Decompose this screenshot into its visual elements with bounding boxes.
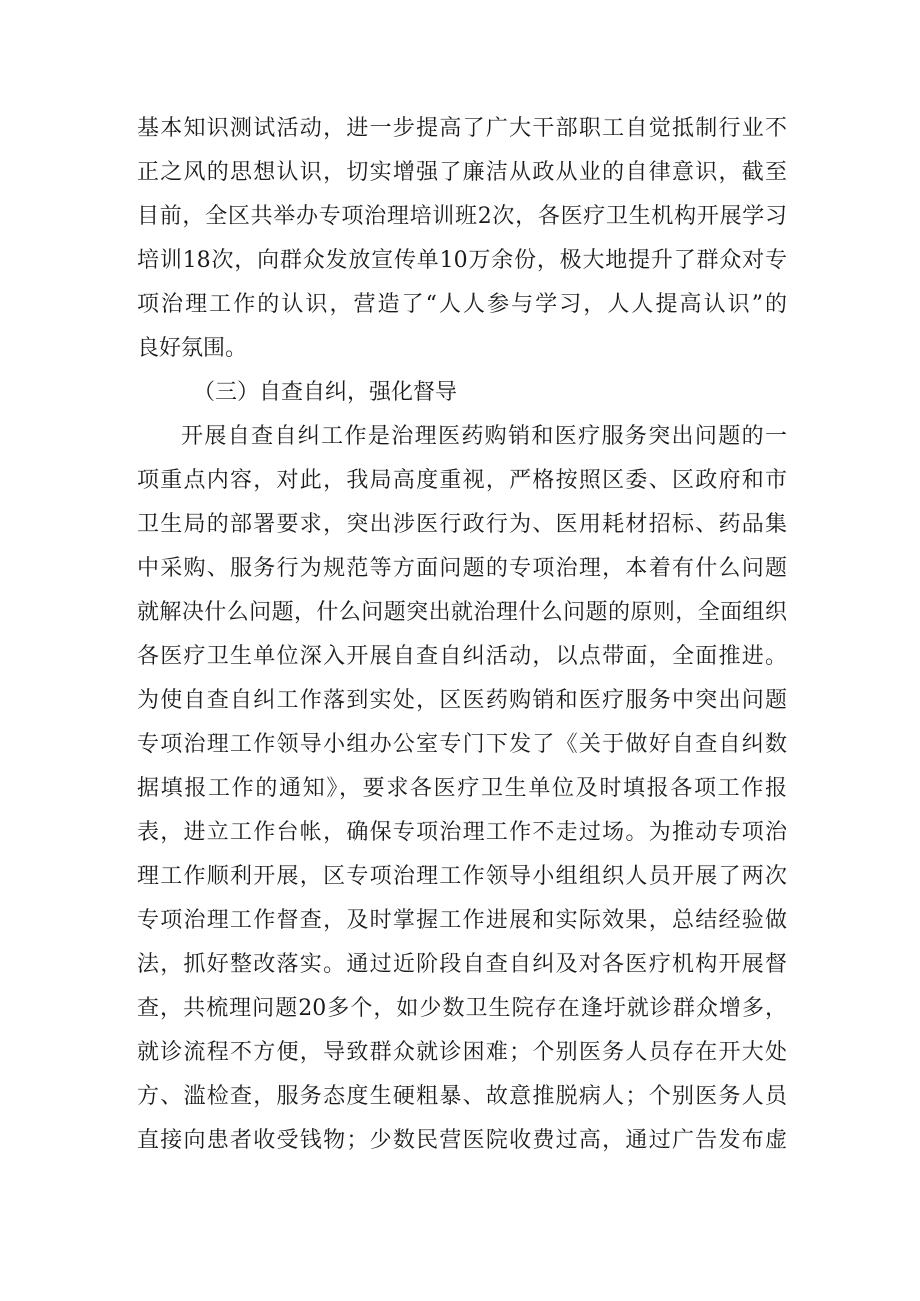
paragraph-line: 项治理工作的认识，营造了“人人参与学习，人人提高认识”的 xyxy=(137,292,787,317)
paragraph-line: 目前，全区共举办专项治理培训班2次，各医疗卫生机构开展学习 xyxy=(137,204,787,229)
paragraph-line: 就诊流程不方便，导致群众就诊困难；个别医务人员存在开大处 xyxy=(137,1040,787,1065)
paragraph-line: 理工作顺利开展，区专项治理工作领导小组组织人员开展了两次 xyxy=(137,864,787,889)
paragraph-line: 为使自查自纠工作落到实处，区医药购销和医疗服务中突出问题 xyxy=(137,688,787,713)
paragraph-line: 良好氛围。 xyxy=(137,336,248,361)
paragraph-line: 方、滥检查，服务态度生硬粗暴、故意推脱病人；个别医务人员 xyxy=(137,1084,787,1109)
paragraph-line: 中采购、服务行为规范等方面问题的专项治理，本着有什么问题 xyxy=(137,556,787,581)
paragraph-line: 表，进立工作台帐，确保专项治理工作不走过场。为推动专项治 xyxy=(137,820,787,845)
paragraph-line: 直接向患者收受钱物；少数民营医院收费过高，通过广告发布虚 xyxy=(137,1128,787,1153)
paragraph-line: 培训18次，向群众发放宣传单10万余份，极大地提升了群众对专 xyxy=(137,248,787,273)
paragraph-line: 正之风的思想认识，切实增强了廉洁从政从业的自律意识，截至 xyxy=(137,160,787,185)
paragraph-line: 法，抓好整改落实。通过近阶段自查自纠及对各医疗机构开展督 xyxy=(137,952,787,977)
section-heading: （三）自查自纠，强化督导 xyxy=(193,380,458,405)
paragraph-line: 专项治理工作督查，及时掌握工作进展和实际效果，总结经验做 xyxy=(137,908,787,933)
paragraph-line: 各医疗卫生单位深入开展自查自纠活动，以点带面，全面推进。 xyxy=(137,644,787,669)
paragraph-line: 查，共梳理问题20多个，如少数卫生院存在逢圩就诊群众增多， xyxy=(137,996,787,1021)
paragraph-line: 基本知识测试活动，进一步提高了广大干部职工自觉抵制行业不 xyxy=(137,116,787,141)
paragraph-line: 项重点内容，对此，我局高度重视，严格按照区委、区政府和市 xyxy=(137,468,787,493)
paragraph-line: 就解决什么问题，什么问题突出就治理什么问题的原则，全面组织 xyxy=(137,600,787,625)
paragraph-line: 据填报工作的通知》，要求各医疗卫生单位及时填报各项工作报 xyxy=(137,776,787,801)
paragraph-line: 开展自查自纠工作是治理医药购销和医疗服务突出问题的一 xyxy=(181,424,787,449)
paragraph-line: 专项治理工作领导小组办公室专门下发了《关于做好自查自纠数 xyxy=(137,732,787,757)
document-body xyxy=(137,107,787,1163)
paragraph-line: 卫生局的部署要求，突出涉医行政行为、医用耗材招标、药品集 xyxy=(137,512,787,537)
